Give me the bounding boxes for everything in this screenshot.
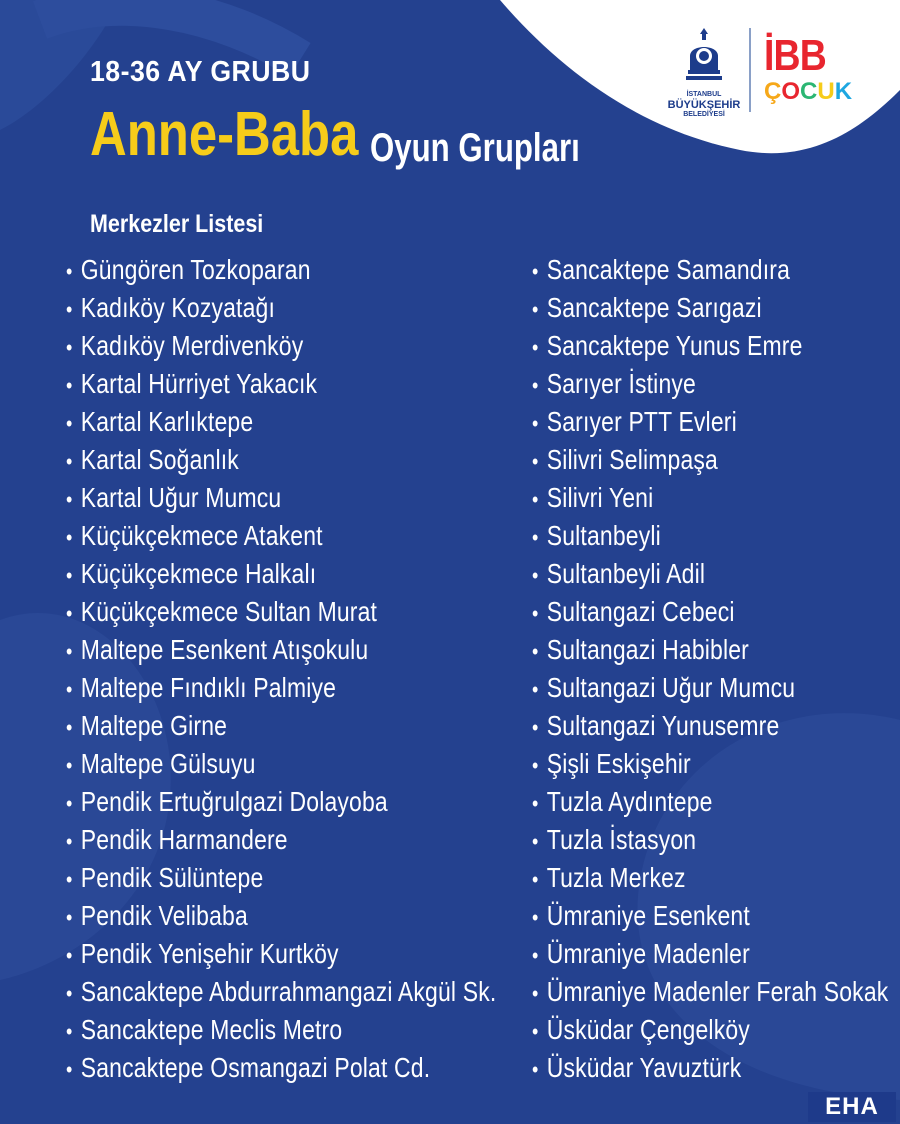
list-item-label: Sultangazi Yunusemre	[546, 710, 780, 741]
list-item	[66, 821, 496, 859]
bullet-icon: •	[532, 335, 539, 360]
list-item-label: Ümraniye Esenkent	[546, 900, 750, 931]
list-item	[66, 973, 496, 1011]
bullet-icon: •	[66, 487, 73, 512]
bullet-icon: •	[532, 373, 539, 398]
ibb-logo-line2: BÜYÜKŞEHİR	[667, 99, 741, 111]
list-item-label: Tuzla Aydıntepe	[546, 786, 713, 817]
age-group-label: 18-36 AY GRUBU	[90, 56, 311, 88]
list-item-label: Pendik Ertuğrulgazi Dolayoba	[80, 786, 388, 817]
bullet-icon: •	[532, 715, 539, 740]
bullet-icon: •	[532, 791, 539, 816]
list-item-label: Sancaktepe Sarıgazi	[546, 292, 762, 323]
bullet-icon: •	[532, 943, 539, 968]
list-item	[532, 1011, 888, 1049]
bullet-icon: •	[66, 411, 73, 436]
list-item	[66, 1049, 496, 1087]
list-item	[66, 441, 496, 479]
bullet-icon: •	[66, 791, 73, 816]
list-item-label: Maltepe Girne	[80, 710, 228, 741]
list-item-label: Maltepe Gülsuyu	[80, 748, 256, 779]
list-item	[66, 897, 496, 935]
list-item	[532, 859, 888, 897]
bullet-icon: •	[532, 1019, 539, 1044]
list-item	[532, 365, 888, 403]
list-item	[66, 707, 496, 745]
list-item-label: Pendik Yenişehir Kurtköy	[80, 938, 339, 969]
bullet-icon: •	[532, 449, 539, 474]
bullet-icon: •	[66, 715, 73, 740]
list-item	[532, 973, 888, 1011]
list-item-label: Sancaktepe Osmangazi Polat Cd.	[80, 1052, 431, 1083]
list-item	[66, 631, 496, 669]
list-item	[66, 593, 496, 631]
list-item-label: Güngören Tozkoparan	[80, 254, 311, 285]
list-item-label: Kartal Uğur Mumcu	[80, 482, 282, 513]
list-item-label: Küçükçekmece Halkalı	[80, 558, 317, 589]
bullet-icon: •	[532, 677, 539, 702]
list-item	[66, 289, 496, 327]
logos	[660, 24, 860, 124]
list-item	[532, 289, 888, 327]
ibb-cocuk-logo	[764, 31, 856, 114]
bullet-icon: •	[532, 1057, 539, 1082]
list-item-label: Pendik Harmandere	[80, 824, 288, 855]
bullet-icon: •	[66, 639, 73, 664]
logo-divider	[749, 28, 751, 112]
list-item-label: Pendik Velibaba	[80, 900, 248, 931]
list-item-label: Sultangazi Uğur Mumcu	[546, 672, 796, 703]
list-item	[66, 783, 496, 821]
list-item-label: Sarıyer İstinye	[546, 368, 696, 399]
bullet-icon: •	[532, 297, 539, 322]
list-item-label: Silivri Yeni	[546, 482, 654, 513]
list-item-label: Sultangazi Habibler	[546, 634, 749, 665]
bullet-icon: •	[532, 981, 539, 1006]
list-item	[532, 745, 888, 783]
list-item-label: Sultanbeyli	[546, 520, 661, 551]
list-item-label: Küçükçekmece Sultan Murat	[80, 596, 378, 627]
bullet-icon: •	[66, 905, 73, 930]
list-item-label: Kartal Soğanlık	[80, 444, 239, 475]
list-item	[532, 593, 888, 631]
ibb-logo-text	[660, 90, 748, 120]
list-item-label: Kartal Karlıktepe	[80, 406, 254, 437]
centers-list-right	[532, 251, 900, 1087]
eha-watermark: EHA	[808, 1092, 896, 1122]
ibb-logo-line1: İSTANBUL	[686, 91, 722, 98]
list-item	[532, 897, 888, 935]
bullet-icon: •	[66, 335, 73, 360]
bullet-icon: •	[66, 981, 73, 1006]
list-item	[532, 327, 888, 365]
bullet-icon: •	[66, 601, 73, 626]
bullet-icon: •	[66, 753, 73, 778]
list-item-label: Üsküdar Çengelköy	[546, 1014, 750, 1045]
list-item	[66, 859, 496, 897]
list-item	[532, 403, 888, 441]
list-item	[66, 517, 496, 555]
bullet-icon: •	[532, 563, 539, 588]
list-item	[532, 669, 888, 707]
bullet-icon: •	[66, 449, 73, 474]
bullet-icon: •	[66, 297, 73, 322]
list-item	[532, 1049, 888, 1087]
bullet-icon: •	[66, 943, 73, 968]
list-item-label: Sancaktepe Abdurrahmangazi Akgül Sk.	[80, 976, 497, 1007]
list-item	[66, 479, 496, 517]
cocuk-logo-top: İBB	[764, 31, 826, 80]
list-item-label: Maltepe Fındıklı Palmiye	[80, 672, 337, 703]
bullet-icon: •	[532, 829, 539, 854]
bullet-icon: •	[532, 525, 539, 550]
list-item-label: Sarıyer PTT Evleri	[546, 406, 737, 437]
list-item	[532, 821, 888, 859]
list-item-label: Üsküdar Yavuztürk	[546, 1052, 742, 1083]
list-item-label: Sancaktepe Meclis Metro	[80, 1014, 343, 1045]
bullet-icon: •	[66, 677, 73, 702]
list-item	[66, 745, 496, 783]
bullet-icon: •	[532, 487, 539, 512]
bullet-icon: •	[66, 259, 73, 284]
list-item	[66, 403, 496, 441]
list-item-label: Kadıköy Kozyatağı	[80, 292, 275, 323]
list-item-label: Tuzla Merkez	[546, 862, 686, 893]
list-item	[532, 251, 888, 289]
list-item-label: Silivri Selimpaşa	[546, 444, 718, 475]
bullet-icon: •	[532, 905, 539, 930]
list-item-label: Sultangazi Cebeci	[546, 596, 735, 627]
list-item	[532, 631, 888, 669]
list-item	[66, 555, 496, 593]
bullet-icon: •	[532, 639, 539, 664]
bullet-icon: •	[66, 373, 73, 398]
list-item	[532, 783, 888, 821]
ibb-emblem-icon	[684, 26, 724, 86]
bullet-icon: •	[532, 601, 539, 626]
list-item	[532, 441, 888, 479]
list-item	[66, 365, 496, 403]
list-item-label: Sancaktepe Yunus Emre	[546, 330, 803, 361]
list-item	[66, 327, 496, 365]
title-rest: Oyun Grupları	[370, 126, 580, 170]
title-highlight: Anne-Baba	[90, 100, 359, 169]
list-item	[66, 251, 496, 289]
list-item	[532, 517, 888, 555]
list-item-label: Ümraniye Madenler Ferah Sokak	[546, 976, 889, 1007]
list-item	[66, 669, 496, 707]
list-item	[532, 935, 888, 973]
list-item	[66, 935, 496, 973]
list-item-label: Tuzla İstasyon	[546, 824, 697, 855]
list-item-label: Sancaktepe Samandıra	[546, 254, 791, 285]
cocuk-logo-letters: ÇOCUK	[764, 78, 853, 105]
list-item-label: Ümraniye Madenler	[546, 938, 750, 969]
list-item-label: Pendik Sülüntepe	[80, 862, 264, 893]
list-item-label: Şişli Eskişehir	[546, 748, 691, 779]
bullet-icon: •	[532, 867, 539, 892]
list-item-label: Maltepe Esenkent Atışokulu	[80, 634, 369, 665]
list-item-label: Küçükçekmece Atakent	[80, 520, 323, 551]
cocuk-logo-bottom	[764, 80, 852, 104]
bullet-icon: •	[66, 829, 73, 854]
bullet-icon: •	[66, 563, 73, 588]
list-item	[66, 1011, 496, 1049]
bullet-icon: •	[532, 411, 539, 436]
list-item-label: Sultanbeyli Adil	[546, 558, 706, 589]
list-item	[532, 555, 888, 593]
bullet-icon: •	[66, 867, 73, 892]
list-item-label: Kadıköy Merdivenköy	[80, 330, 304, 361]
bullet-icon: •	[66, 525, 73, 550]
bullet-icon: •	[66, 1057, 73, 1082]
list-item	[532, 479, 888, 517]
bullet-icon: •	[66, 1019, 73, 1044]
list-item-label: Kartal Hürriyet Yakacık	[80, 368, 318, 399]
ibb-logo-line3: BELEDİYESİ	[683, 111, 725, 118]
section-heading: Merkezler Listesi	[90, 210, 264, 238]
list-item	[532, 707, 888, 745]
bullet-icon: •	[532, 259, 539, 284]
bullet-icon: •	[532, 753, 539, 778]
centers-list-left	[66, 251, 591, 1087]
